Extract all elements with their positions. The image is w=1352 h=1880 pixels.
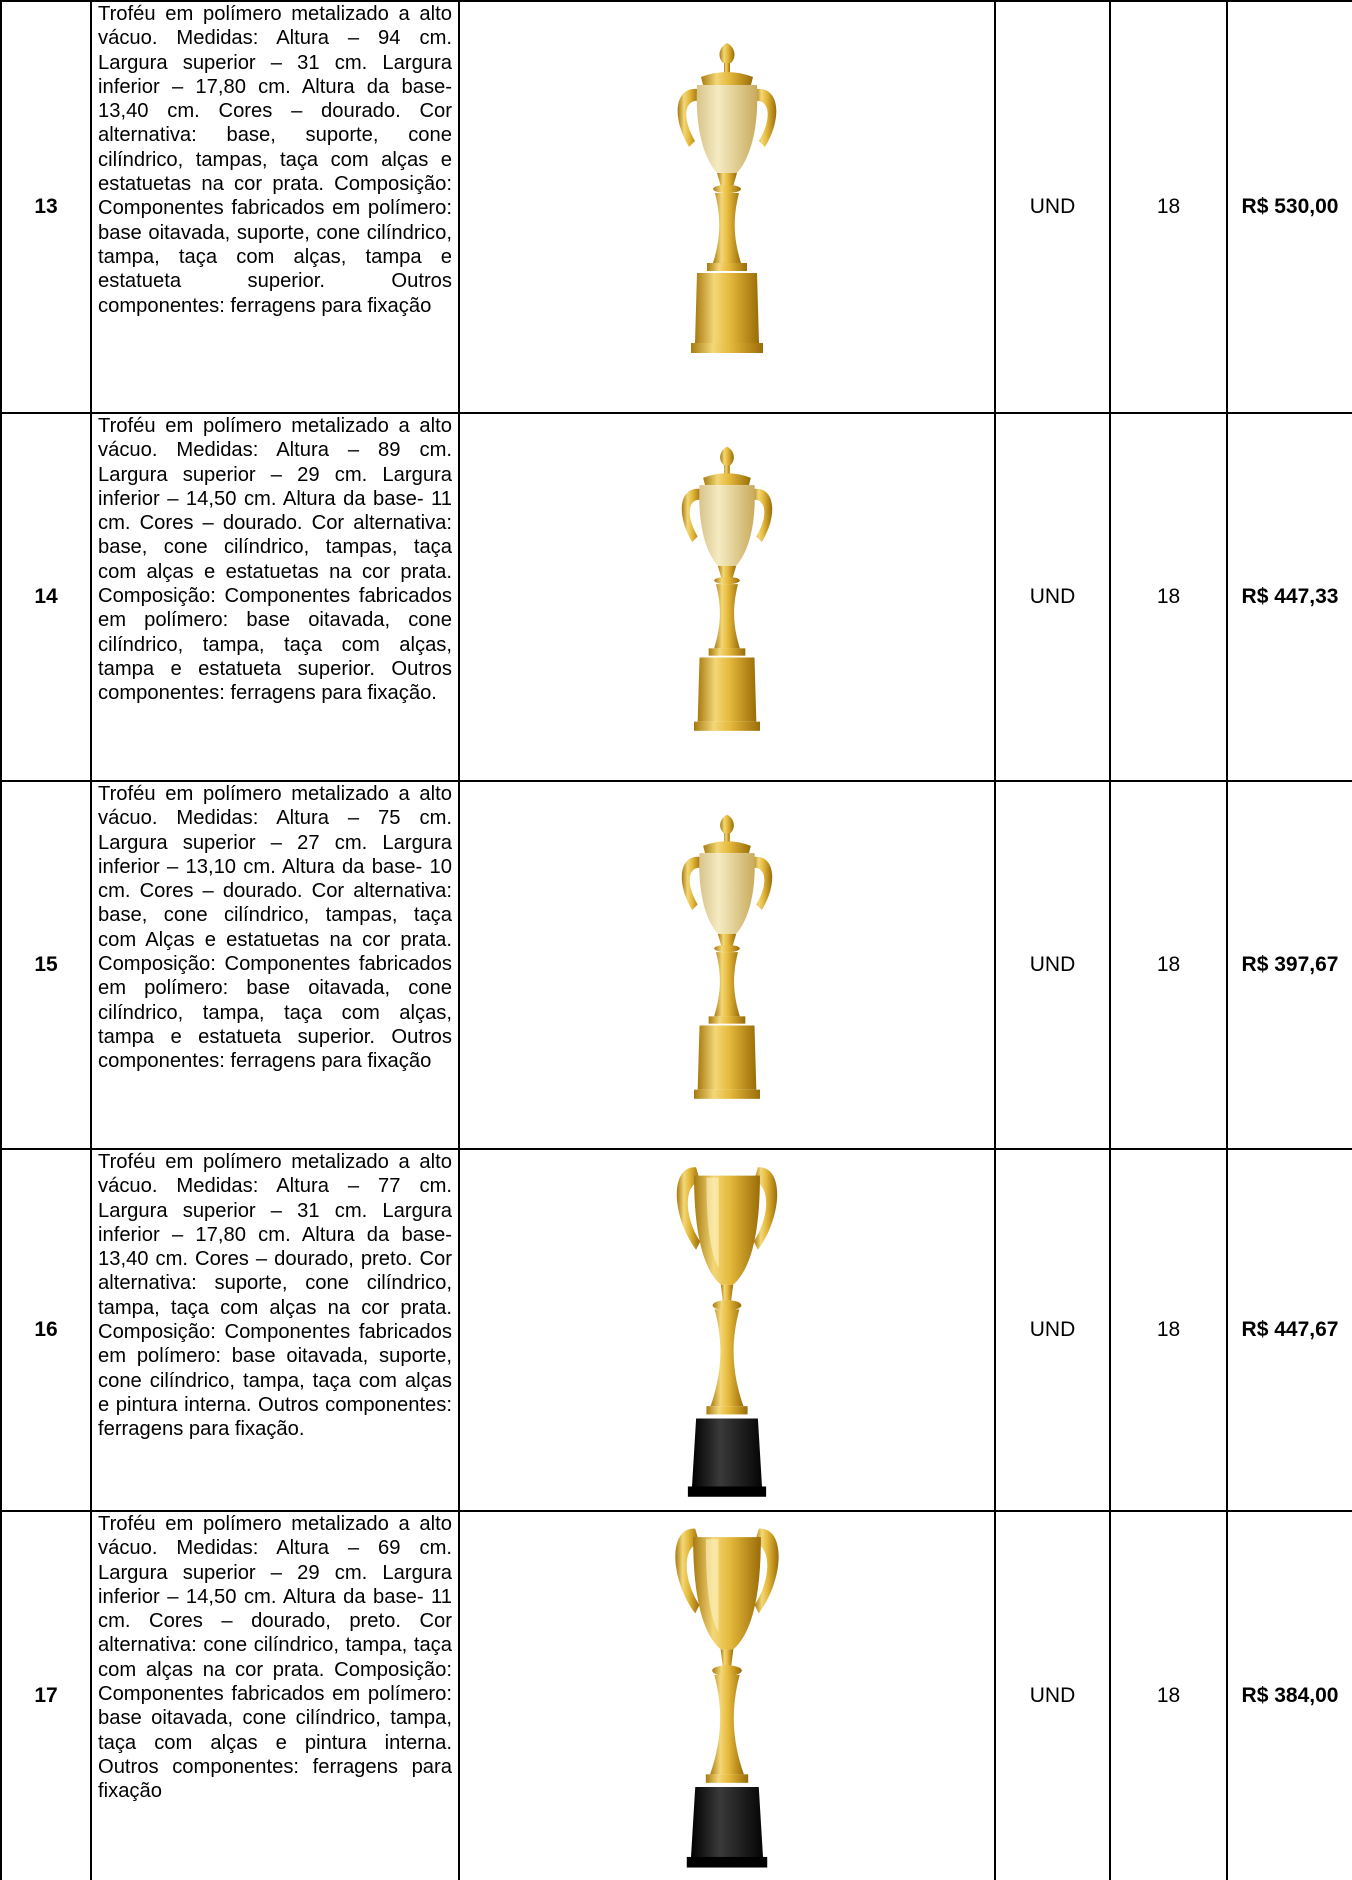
item-description <box>90 1510 458 1880</box>
product-image <box>458 1510 994 1880</box>
table-row <box>0 1510 1352 1880</box>
table-row <box>0 780 1352 1148</box>
unit-cell: UND <box>994 780 1109 1148</box>
price-cell: R$ 447,33 <box>1226 412 1352 780</box>
product-image <box>458 0 994 412</box>
quantity-cell: 18 <box>1109 0 1226 412</box>
price-cell: R$ 447,67 <box>1226 1148 1352 1510</box>
description-text: Troféu em polímero metalizado a alto vácuo. Medidas: Altura – 94 cm. Largura superior – 31 cm. Largura inferior – 17,80 cm. Altura da base- 13,40 cm. Cores – dourado. Cor alternativa: base, suporte, cone cilíndrico, tampas, taça com alças e estatuetas na cor prata. Composição: Componentes fabricados em polímero: base oitavada, suporte, cone cilíndrico, tampa, taça com alças, tampa e estatueta superior. Outros componentes: ferragens para fixação <box>98 3 452 317</box>
price-cell: R$ 384,00 <box>1226 1510 1352 1880</box>
item-description <box>90 412 458 780</box>
description-text: Troféu em polímero metalizado a alto vácuo. Medidas: Altura – 89 cm. Largura superior – 29 cm. Largura inferior – 14,50 cm. Altura da base- 11 cm. Cores – dourado. Cor alternativa: base, cone cilíndrico, tampas, taça com alças e estatuetas na cor prata. Composição: Componentes fabricados em polímero: base oitavada, cone cilíndrico, tampa, taça com alças, tampa e estatueta superior. Outros componentes: ferragens para fixação. <box>98 415 452 705</box>
quantity-cell: 18 <box>1109 1148 1226 1510</box>
table-row <box>0 1148 1352 1510</box>
item-description <box>90 780 458 1148</box>
unit-cell: UND <box>994 1510 1109 1880</box>
description-text: Troféu em polímero metalizado a alto vácuo. Medidas: Altura – 75 cm. Largura superior – 27 cm. Largura inferior – 13,10 cm. Altura da base- 10 cm. Cores – dourado. Cor alternativa: base, cone cilíndrico, tampas, taça com Alças e estatuetas na cor prata. Composição: Componentes fabricados em polímero: base oitavada, cone cilíndrico, tampa, taça com alças, tampa e estatueta superior. Outros componentes: ferragens para fixação <box>98 783 452 1073</box>
description-text: Troféu em polímero metalizado a alto vácuo. Medidas: Altura – 77 cm. Largura superior – 31 cm. Largura inferior – 17,80 cm. Altura da base- 13,40 cm. Cores – dourado, preto. Cor alternativa: suporte, cone cilíndrico, tampa, taça com alças na cor prata. Composição: Componentes fabricados em polímero: base oitavada, suporte, cone cilíndrico, tampa, taça com alças e pintura interna. Outros componentes: ferragens para fixação. <box>98 1151 452 1441</box>
gold-cup-trophy-black-base-icon <box>662 1155 792 1505</box>
item-number: 15 <box>0 780 90 1148</box>
item-number: 17 <box>0 1510 90 1880</box>
gold-trophy-with-lid-icon <box>672 787 782 1143</box>
product-image <box>458 1148 994 1510</box>
unit-cell: UND <box>994 1148 1109 1510</box>
item-number: 16 <box>0 1148 90 1510</box>
item-number: 14 <box>0 412 90 780</box>
price-cell: R$ 397,67 <box>1226 780 1352 1148</box>
quantity-cell: 18 <box>1109 1510 1226 1880</box>
table-row <box>0 0 1352 412</box>
product-image <box>458 412 994 780</box>
gold-trophy-with-lid-icon <box>667 12 787 402</box>
description-text: Troféu em polímero metalizado a alto vácuo. Medidas: Altura – 69 cm. Largura superior – 29 cm. Largura inferior – 14,50 cm. Altura da base- 11 cm. Cores – dourado, preto. Cor alternativa: cone cilíndrico, tampa, taça com alças na cor prata. Composição: Componentes fabricados em polímero: base oitavada, cone cilíndrico, tampa, taça com alças e pintura interna. Outros componentes: ferragens para fixação <box>98 1513 452 1803</box>
quantity-cell: 18 <box>1109 412 1226 780</box>
unit-cell: UND <box>994 412 1109 780</box>
price-cell: R$ 530,00 <box>1226 0 1352 412</box>
gold-trophy-with-lid-icon <box>672 419 782 775</box>
gold-cup-trophy-black-base-icon <box>662 1516 792 1876</box>
quantity-cell: 18 <box>1109 780 1226 1148</box>
table-row <box>0 412 1352 780</box>
product-image <box>458 780 994 1148</box>
unit-cell: UND <box>994 0 1109 412</box>
item-description <box>90 1148 458 1510</box>
item-description <box>90 0 458 412</box>
item-number: 13 <box>0 0 90 412</box>
